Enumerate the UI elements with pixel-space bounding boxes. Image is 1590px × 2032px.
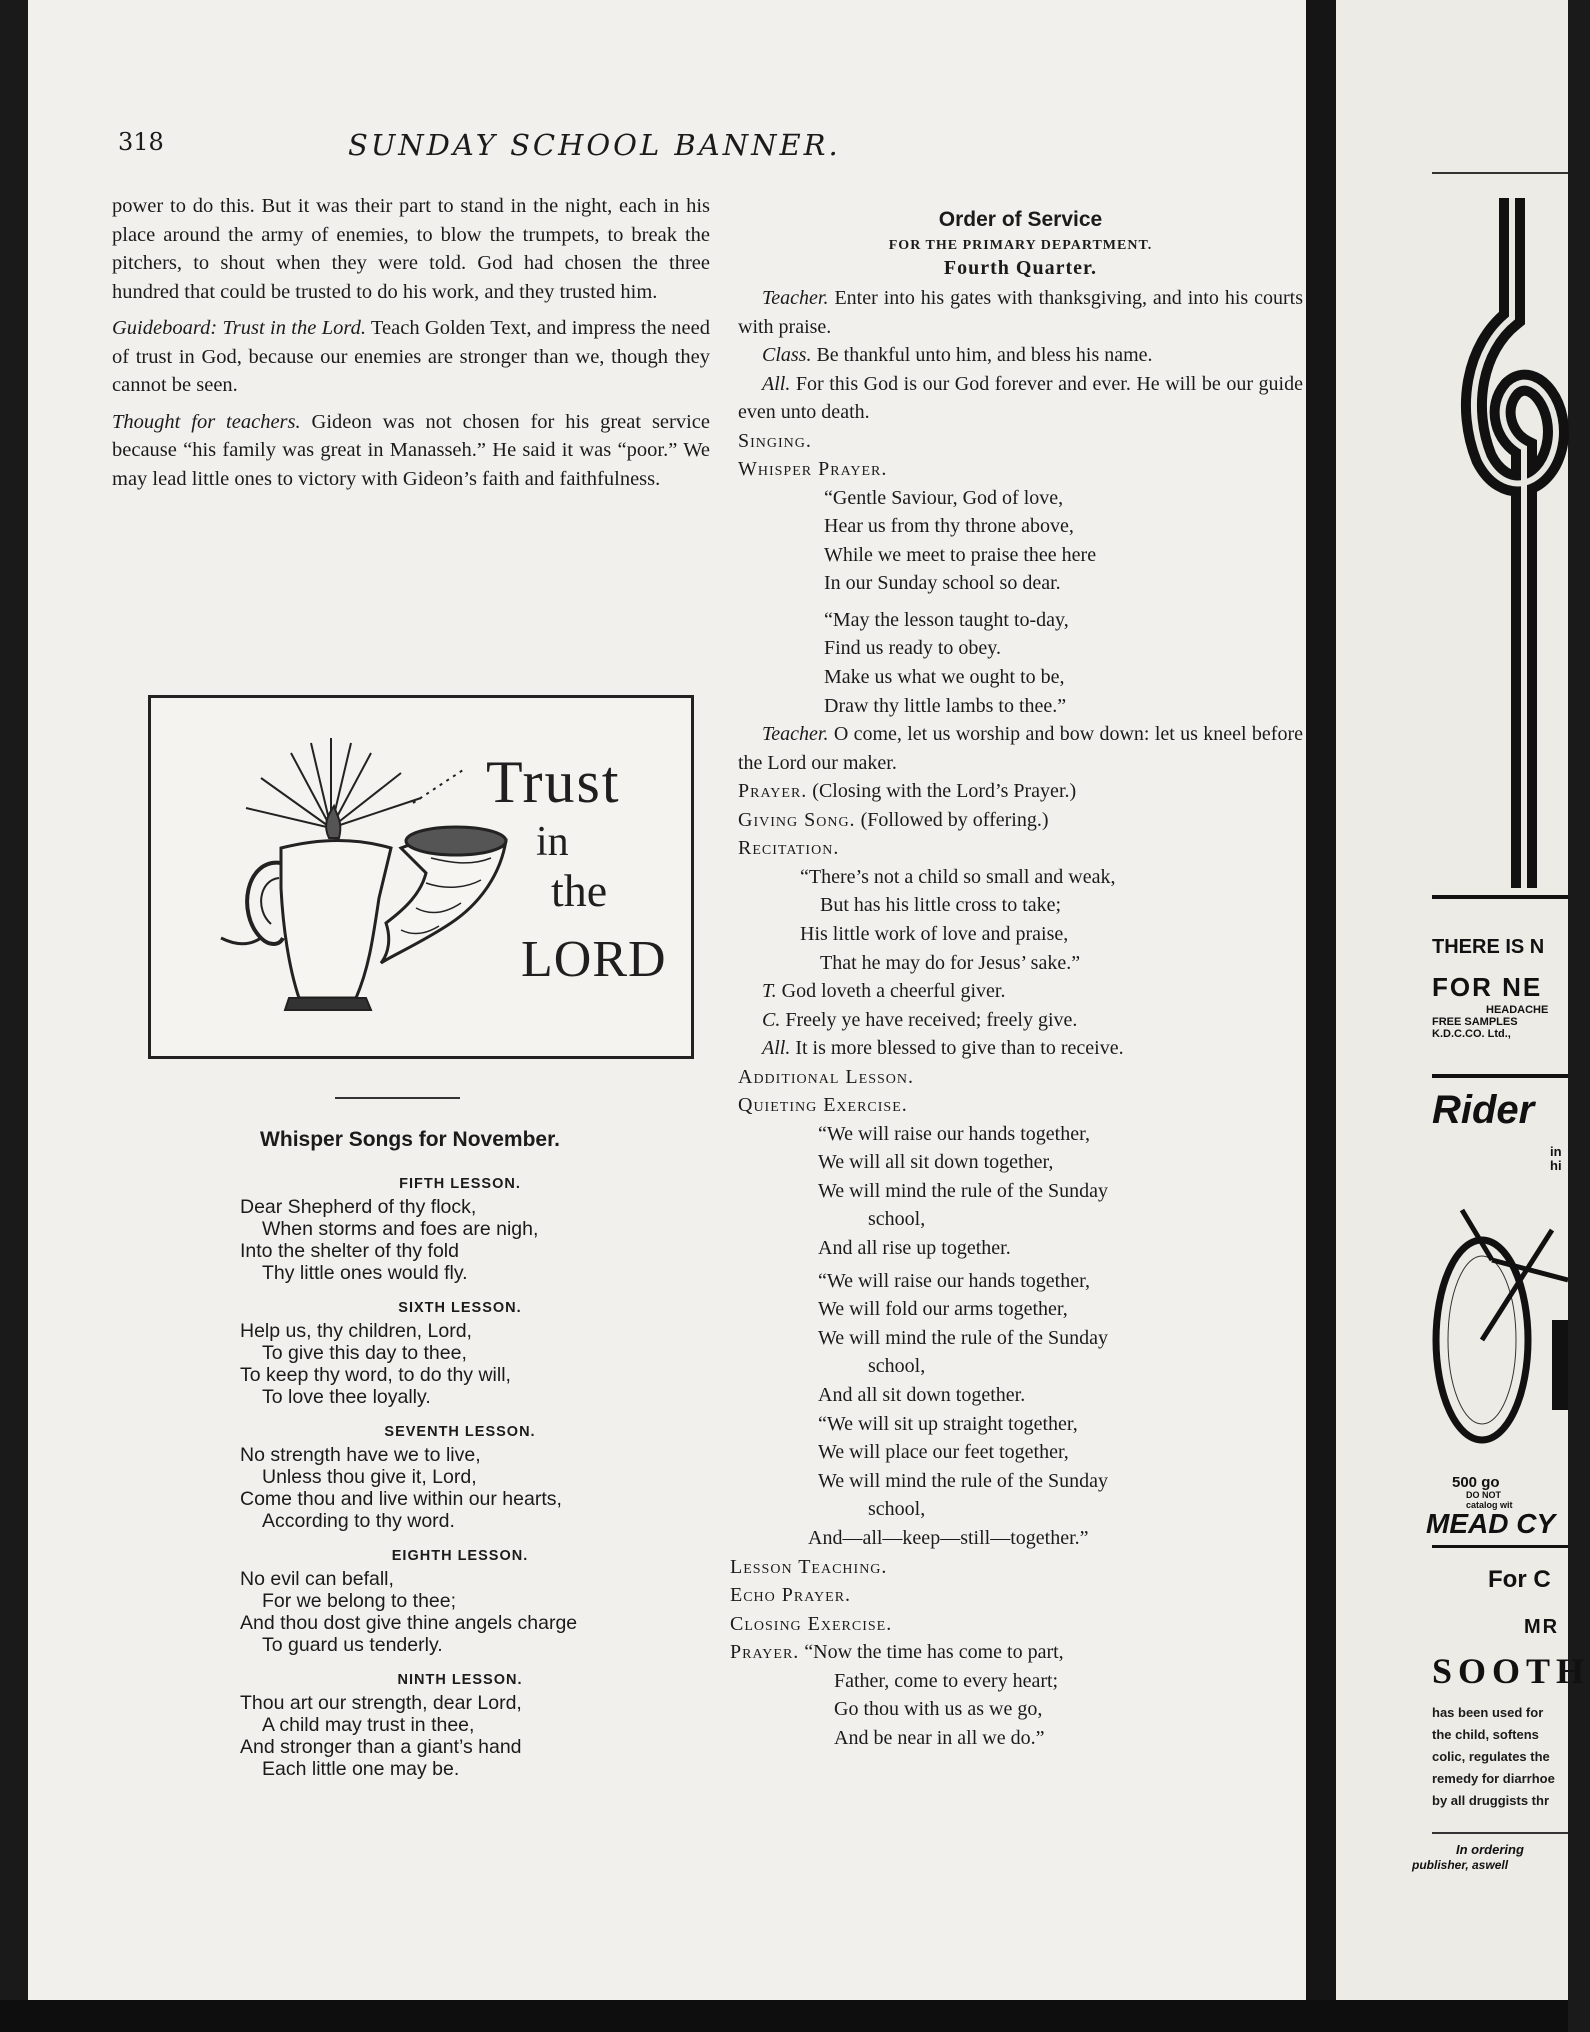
lord-word: LORD: [521, 931, 667, 988]
item-text: (Followed by offering.): [855, 808, 1049, 831]
quieting-line: “We will raise our hands together,: [818, 1122, 1090, 1145]
item-label: Prayer.: [730, 1641, 800, 1664]
song-line: To give this day to thee,: [262, 1342, 467, 1364]
whisper-prayer-item: Whisper Prayer.: [738, 458, 888, 480]
quieting-line: We will mind the rule of the Sunday: [818, 1326, 1108, 1349]
footer-ordering: In ordering: [1456, 1842, 1524, 1857]
song-line: For we belong to thee;: [262, 1590, 457, 1612]
quieting-line: We will mind the rule of the Sunday: [818, 1179, 1108, 1202]
adjacent-page-fragment: [1336, 0, 1590, 2000]
whisper-songs-list: [240, 1160, 680, 1780]
lesson-eighth: [240, 1548, 680, 1656]
lesson-sixth: [240, 1300, 680, 1408]
quieting-line: We will fold our arms together,: [818, 1298, 1068, 1321]
book-spine: [1306, 0, 1336, 2032]
in-word: in: [536, 819, 569, 865]
giving-song-item: [738, 806, 1303, 835]
ad-500: 500 go: [1452, 1474, 1500, 1491]
guideboard-text: Teach Golden Text, and impress the need of trust in God, because our enemies are stronger than we, though they cannot be seen.: [112, 317, 711, 396]
singing-item: Singing.: [738, 429, 812, 452]
echo-prayer-item: Echo Prayer.: [730, 1584, 852, 1607]
song-line: To love thee loyally.: [262, 1386, 431, 1408]
recitation-line: “There’s not a child so small and weak,: [800, 865, 1116, 888]
t-response: [738, 977, 1303, 1006]
thought-text: Gideon was not chosen for his great service because “his family was great in Manasseh.” He said it was “poor.” We may lead little ones to victory with Gideon’s faith and faithfulness.: [112, 410, 710, 490]
closing-prayer-line: Father, come to every heart;: [834, 1669, 1059, 1692]
paragraph-gideon: power to do this. But it was their part to stand in the night, each in his place around the army of enemies, to blow the trumpets, to break the pitchers, to shout when they were told. God had chosen the three hundred that could be trusted to do his work, and they trusted him.: [112, 195, 710, 303]
recitation-line: His little work of love and praise,: [800, 922, 1069, 945]
ad-line: has been used for: [1432, 1705, 1544, 1720]
song-line: No evil can befall,: [240, 1568, 394, 1590]
whisper-songs-title: Whisper Songs for November.: [260, 1128, 560, 1151]
page-header: [118, 128, 978, 168]
prayer-verse-line: Find us ready to obey.: [824, 637, 1002, 660]
song-line: To keep thy word, to do thy will,: [240, 1364, 511, 1386]
ad-there-is: THERE IS N: [1432, 936, 1545, 958]
the-word: the: [551, 865, 608, 916]
guideboard-label: Guideboard: Trust in the Lord.: [112, 317, 366, 339]
speaker-label: Teacher.: [762, 723, 829, 746]
quarter-heading: Fourth Quarter.: [943, 257, 1098, 279]
song-line: To guard us tenderly.: [262, 1634, 443, 1656]
additional-lesson-item: Additional Lesson.: [738, 1065, 914, 1088]
lesson-heading: FIFTH LESSON.: [399, 1176, 521, 1192]
thought-label: Thought for teachers.: [112, 410, 301, 433]
song-line: Come thou and live within our hearts,: [240, 1488, 562, 1510]
quieting-exercise-item: Quieting Exercise.: [738, 1094, 908, 1117]
ad-divider: [1432, 172, 1568, 174]
closing-prayer-line: And be near in all we do.”: [834, 1726, 1045, 1749]
song-line: Unless thou give it, Lord,: [262, 1466, 477, 1488]
order-of-service: [730, 208, 1303, 1752]
all-response: [738, 370, 1303, 427]
response-text: O come, let us worship and bow down: let us kneel before the Lord our maker.: [738, 723, 1303, 774]
song-line: Thou art our strength, dear Lord,: [240, 1692, 522, 1714]
ad-for-ne: FOR NE: [1432, 972, 1543, 1002]
teacher-response: [738, 284, 1303, 341]
ad-kdc: K.D.C.CO. Ltd.,: [1432, 1028, 1511, 1040]
ad-free-samples: FREE SAMPLES: [1432, 1016, 1518, 1028]
ad-line: colic, regulates the: [1432, 1749, 1550, 1764]
quieting-line: We will mind the rule of the Sunday: [818, 1469, 1108, 1492]
trust-in-the-lord-illustration: [148, 695, 694, 1059]
speaker-label: All.: [762, 1037, 791, 1060]
quieting-line: school,: [868, 1355, 926, 1378]
quieting-line: And—all—keep—still—together.”: [808, 1526, 1089, 1549]
song-line: According to thy word.: [262, 1510, 455, 1532]
prayer-verse-line: Hear us from thy throne above,: [824, 515, 1074, 538]
page-number: 318: [118, 128, 164, 156]
ad-mr: MR: [1524, 1616, 1560, 1638]
ad-line: remedy for diarrhoe: [1432, 1771, 1555, 1786]
ad-divider: [1432, 1832, 1568, 1834]
ad-divider: [1432, 1074, 1568, 1078]
prayer-verse-line: “May the lesson taught to-day,: [824, 608, 1069, 631]
ad-divider: [1432, 895, 1568, 899]
closing-prayer-line: “Now the time has come to part,: [804, 1641, 1064, 1664]
ad-rider: Rider: [1432, 1088, 1535, 1132]
lesson-heading: EIGHTH LESSON.: [391, 1548, 529, 1564]
ad-bike-text: in: [1550, 1144, 1562, 1159]
trust-word: Trust: [486, 749, 621, 815]
song-line: And stronger than a giant’s hand: [240, 1736, 522, 1758]
recitation-line: But has his little cross to take;: [820, 894, 1062, 917]
item-text: (Closing with the Lord’s Prayer.): [807, 780, 1077, 803]
response-text: For this God is our God forever and ever. He will be our guide even unto death.: [738, 372, 1303, 423]
order-of-service-subtitle: FOR THE PRIMARY DEPARTMENT.: [888, 238, 1153, 253]
song-line: No strength have we to live,: [240, 1444, 481, 1466]
ad-for-c: For C: [1488, 1566, 1551, 1593]
prayer-verse-line: Draw thy little lambs to thee.”: [824, 694, 1067, 717]
quieting-line: And all rise up together.: [818, 1237, 1011, 1259]
footer-publisher: publisher, aswell: [1412, 1858, 1509, 1872]
speaker-label: T.: [762, 980, 777, 1003]
song-line: Each little one may be.: [262, 1758, 460, 1780]
prayer-verse-line: “Gentle Saviour, God of love,: [824, 486, 1064, 509]
lesson-teaching-item: Lesson Teaching.: [730, 1555, 888, 1578]
ad-sooth: SOOTH: [1432, 1651, 1590, 1691]
ad-divider: [1432, 1545, 1568, 1548]
ad-body: [1432, 1702, 1568, 1812]
order-of-service-title: Order of Service: [938, 208, 1103, 231]
response-text: It is more blessed to give than to receive.: [790, 1037, 1124, 1060]
item-label: Giving Song.: [738, 808, 856, 831]
song-line: Thy little ones would fly.: [262, 1262, 468, 1284]
response-text: Be thankful unto him, and bless his name.: [811, 344, 1153, 366]
paragraph-guideboard: [112, 314, 710, 400]
lesson-seventh: [240, 1424, 680, 1532]
ad-catalog: catalog wit: [1466, 1500, 1513, 1510]
teacher-response: [738, 720, 1303, 777]
lesson-heading: NINTH LESSON.: [397, 1672, 523, 1688]
recitation-line: That he may do for Jesus’ sake.”: [820, 951, 1081, 974]
ad-mead: MEAD CY: [1426, 1508, 1556, 1539]
speaker-label: C.: [762, 1008, 781, 1031]
closing-prayer-line: Go thou with us as we go,: [834, 1698, 1043, 1721]
closing-prayer: [730, 1638, 1303, 1667]
song-line: When storms and foes are nigh,: [262, 1218, 539, 1240]
ad-do-not: DO NOT: [1466, 1490, 1501, 1500]
quieting-line: school,: [868, 1498, 926, 1521]
all-response: [738, 1034, 1303, 1063]
response-text: Enter into his gates with thanksgiving, and into his courts with praise.: [738, 287, 1303, 338]
ad-bike-text: hi: [1550, 1158, 1562, 1173]
quieting-line: school,: [868, 1208, 926, 1231]
prayer-verse-line: In our Sunday school so dear.: [824, 572, 1061, 595]
quieting-line: We will place our feet together,: [818, 1441, 1069, 1464]
lesson-heading: SEVENTH LESSON.: [384, 1424, 536, 1440]
song-line: Help us, thy children, Lord,: [240, 1320, 472, 1342]
left-column: [112, 192, 710, 501]
closing-exercise-item: Closing Exercise.: [730, 1612, 893, 1635]
prayer-verse-line: Make us what we ought to be,: [824, 666, 1065, 689]
song-line: Dear Shepherd of thy flock,: [240, 1196, 477, 1218]
quieting-line: And all sit down together.: [818, 1383, 1026, 1406]
song-line: And thou dost give thine angels charge: [240, 1612, 578, 1634]
ad-headache: HEADACHE: [1486, 1004, 1549, 1016]
speaker-label: All.: [762, 372, 791, 395]
ad-line: by all druggists thr: [1432, 1793, 1550, 1808]
section-divider: [335, 1097, 460, 1099]
prayer-verse-line: While we meet to praise thee here: [824, 543, 1097, 566]
paragraph-thought: [112, 408, 710, 494]
ad-line: the child, softens: [1432, 1727, 1539, 1742]
lesson-heading: SIXTH LESSON.: [398, 1300, 522, 1316]
quieting-line: “We will sit up straight together,: [818, 1412, 1078, 1435]
c-response: [738, 1006, 1303, 1035]
item-label: Prayer.: [738, 780, 808, 803]
running-title: SUNDAY SCHOOL BANNER.: [348, 128, 841, 162]
bicycle-icon: [1432, 1170, 1568, 1470]
quieting-line: We will all sit down together,: [818, 1151, 1054, 1174]
class-response: [738, 341, 1303, 370]
scan-bottom-edge: [0, 2000, 1568, 2032]
speaker-label: Teacher.: [762, 287, 829, 309]
response-text: Freely ye have received; freely give.: [780, 1008, 1078, 1031]
speaker-label: Class.: [762, 344, 812, 366]
song-line: A child may trust in thee,: [262, 1714, 475, 1736]
lesson-ninth: [240, 1672, 680, 1780]
lesson-fifth: [240, 1176, 680, 1284]
prayer-item: [738, 777, 1303, 806]
knot-illustration: [1454, 198, 1568, 888]
song-line: Into the shelter of thy fold: [240, 1240, 459, 1262]
quieting-line: “We will raise our hands together,: [818, 1269, 1090, 1292]
response-text: God loveth a cheerful giver.: [776, 980, 1006, 1003]
recitation-item: Recitation.: [738, 837, 840, 860]
